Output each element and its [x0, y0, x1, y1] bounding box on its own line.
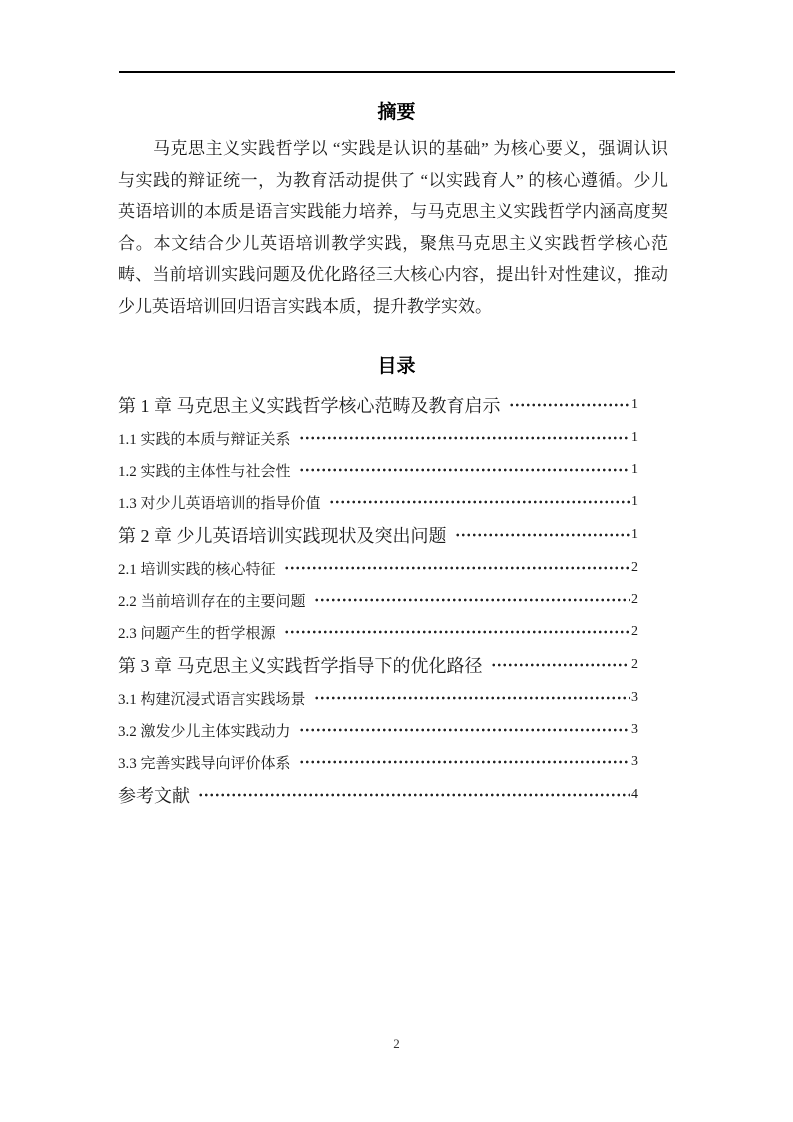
dot-leader	[314, 591, 630, 609]
dot-leader	[299, 429, 630, 447]
toc-entry	[118, 388, 638, 422]
toc-entry-page-number: 3	[631, 722, 638, 737]
toc-entry-label: 1.1 实践的本质与辩证关系	[118, 431, 291, 448]
toc-entry-page-number: 4	[631, 787, 638, 802]
toc-entry	[118, 518, 638, 552]
toc-entry	[118, 454, 638, 486]
toc-entry-label: 2.1 培训实践的核心特征	[118, 561, 276, 578]
toc-entry-page-number: 1	[631, 462, 638, 477]
footer-page-number: 2	[393, 1036, 400, 1051]
toc-entry-label: 第 1 章 马克思主义实践哲学核心范畴及教育启示	[118, 396, 501, 416]
toc-entry-page-number: 1	[631, 430, 638, 445]
toc-entry	[118, 714, 638, 746]
toc-entry-label: 参考文献	[118, 786, 190, 806]
abstract-paragraph: 马克思主义实践哲学以 “实践是认识的基础” 为核心要义，强调认识与实践的辩证统一，为教育活动提供了 “以实践育人” 的核心遵循。少儿英语培训的本质是语言实践能力培养，与马克思主义实践哲学内涵高度契合。本文结合少儿英语培训教学实践，聚焦马克思主义实践哲学核心范畴、当前培训实践问题及优化路径三大核心内容，提出针对性建议，推动少儿英语培训回归语言实践本质，提升教学实效。	[118, 139, 668, 316]
toc-list	[118, 388, 638, 812]
dot-leader	[198, 786, 630, 804]
toc-entry	[118, 584, 638, 616]
toc-entry-page-number: 1	[631, 397, 638, 412]
abstract-title: 摘要	[377, 102, 416, 123]
dot-leader	[509, 396, 631, 414]
toc-entry-label: 3.1 构建沉浸式语言实践场景	[118, 691, 306, 708]
toc-entry-page-number: 2	[631, 592, 638, 607]
toc-entry-page-number: 3	[631, 690, 638, 705]
dot-leader	[455, 526, 631, 544]
dot-leader	[299, 461, 630, 479]
toc-entry-label: 第 3 章 马克思主义实践哲学指导下的优化路径	[118, 656, 483, 676]
toc-entry-label: 2.2 当前培训存在的主要问题	[118, 593, 306, 610]
toc-entry-label: 1.3 对少儿英语培训的指导价值	[118, 495, 321, 512]
toc-entry-page-number: 1	[631, 527, 638, 542]
header-rule	[119, 71, 675, 73]
toc-entry	[118, 746, 638, 778]
toc-entry	[118, 422, 638, 454]
dot-leader	[284, 623, 630, 641]
toc-entry	[118, 648, 638, 682]
dot-leader	[329, 493, 630, 511]
toc-entry-page-number: 2	[631, 560, 638, 575]
toc-entry-page-number: 3	[631, 754, 638, 769]
toc-entry	[118, 682, 638, 714]
toc-entry-label: 第 2 章 少儿英语培训实践现状及突出问题	[118, 526, 447, 546]
dot-leader	[299, 753, 630, 771]
toc-entry-page-number: 1	[631, 494, 638, 509]
toc-entry	[118, 778, 638, 812]
toc-entry-label: 3.3 完善实践导向评价体系	[118, 755, 291, 772]
toc-entry-page-number: 2	[631, 624, 638, 639]
toc-title: 目录	[377, 356, 416, 377]
toc-entry-label: 3.2 激发少儿主体实践动力	[118, 723, 291, 740]
toc-entry-label: 1.2 实践的主体性与社会性	[118, 463, 291, 480]
toc-entry	[118, 616, 638, 648]
toc-entry	[118, 552, 638, 584]
toc-entry-label: 2.3 问题产生的哲学根源	[118, 625, 276, 642]
dot-leader	[284, 559, 630, 577]
dot-leader	[491, 656, 631, 674]
toc-entry	[118, 486, 638, 518]
dot-leader	[299, 721, 630, 739]
dot-leader	[314, 689, 630, 707]
toc-entry-page-number: 2	[631, 657, 638, 672]
